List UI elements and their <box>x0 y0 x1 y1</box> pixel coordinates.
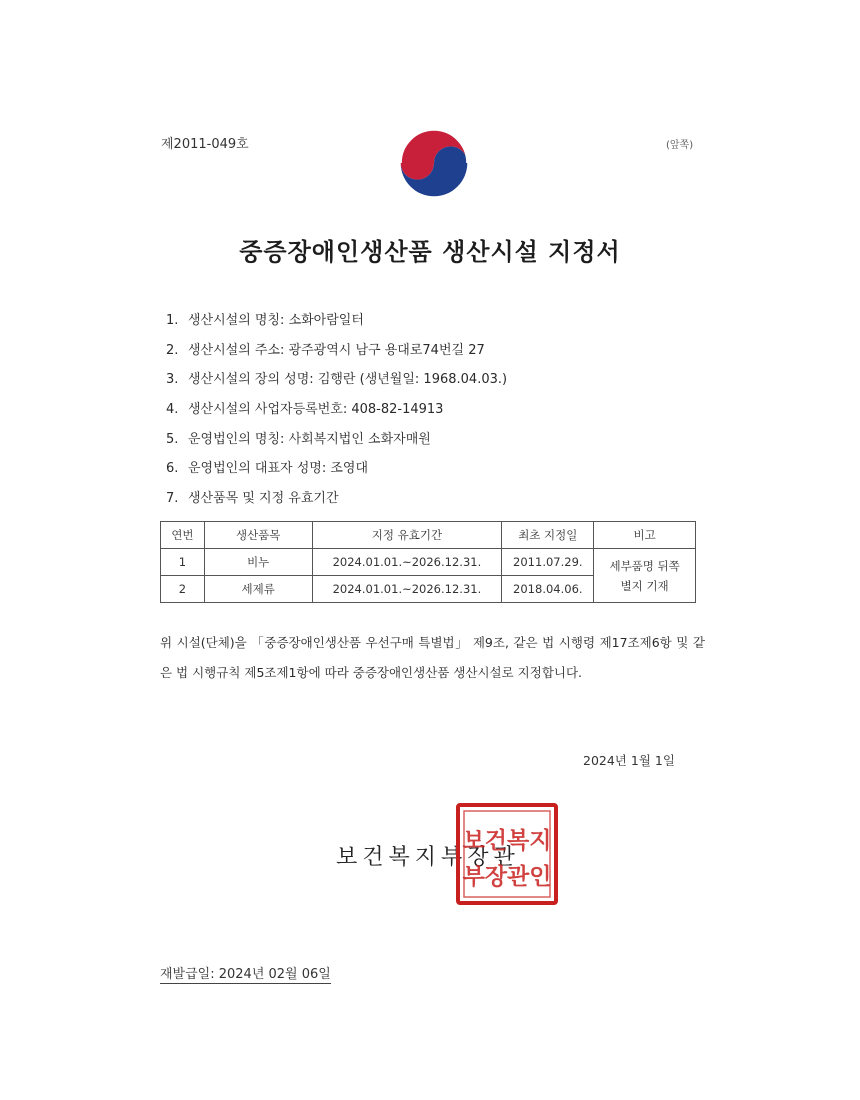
col-header-first-date: 최초 지정일 <box>502 522 594 549</box>
reissue-date: 재발급일: 2024년 02월 06일 <box>160 963 331 984</box>
col-header-note: 비고 <box>594 522 696 549</box>
document-title: 중증장애인생산품 생산시설 지정서 <box>239 238 621 266</box>
taegeuk-emblem-icon <box>397 126 471 200</box>
col-header-period: 지정 유효기간 <box>312 522 502 549</box>
official-seal-icon <box>455 802 559 906</box>
table-row: 2 세제류 2024.01.01.~2026.12.31. 2018.04.06. <box>161 576 696 603</box>
table-row: 1 비누 2024.01.01.~2026.12.31. 2011.07.29. 세부품명 뒤쪽 별지 기재 <box>161 549 696 576</box>
col-header-product: 생산품목 <box>204 522 312 549</box>
item-facility-head: 3. 생산시설의 장의 성명: 김행란 (생년월일: 1968.04.03.) <box>166 372 508 388</box>
issue-date: 2024년 1월 1일 <box>583 753 675 768</box>
designation-items <box>166 306 507 514</box>
item-facility-address: 2. 생산시설의 주소: 광주광역시 남구 용대로74번길 27 <box>166 342 485 358</box>
svg-text:보건복지: 보건복지 <box>462 828 552 854</box>
ministry-signature: 보건복지부장관 <box>336 845 520 870</box>
table-header-row <box>161 522 696 549</box>
svg-text:부장관인: 부장관인 <box>462 864 552 890</box>
products-table <box>160 521 696 603</box>
document-number: 제2011-049호 <box>161 137 249 152</box>
col-header-no: 연번 <box>161 522 205 549</box>
designation-statement: 위 시설(단체)을 「중증장애인생산품 우선구매 특별법」 제9조, 같은 법 시행령 제17조제6항 및 같은 법 시행규칙 제5조제1항에 따라 중증장애인생산품 생산시설로 지정합니다. <box>160 635 705 680</box>
item-corporation-representative: 6. 운영법인의 대표자 성명: 조영대 <box>166 461 369 477</box>
item-facility-name: 1. 생산시설의 명칭: 소화아람일터 <box>166 313 364 328</box>
item-corporation-name: 5. 운영법인의 명칭: 사회복지법인 소화자매원 <box>166 431 431 447</box>
table-note-cell: 세부품명 뒤쪽 별지 기재 <box>594 549 696 603</box>
item-products-period: 7. 생산품목 및 지정 유효기간 <box>166 491 339 507</box>
item-business-number: 4. 생산시설의 사업자등록번호: 408-82-14913 <box>166 402 444 418</box>
front-side-mark: (앞쪽) <box>666 140 694 151</box>
